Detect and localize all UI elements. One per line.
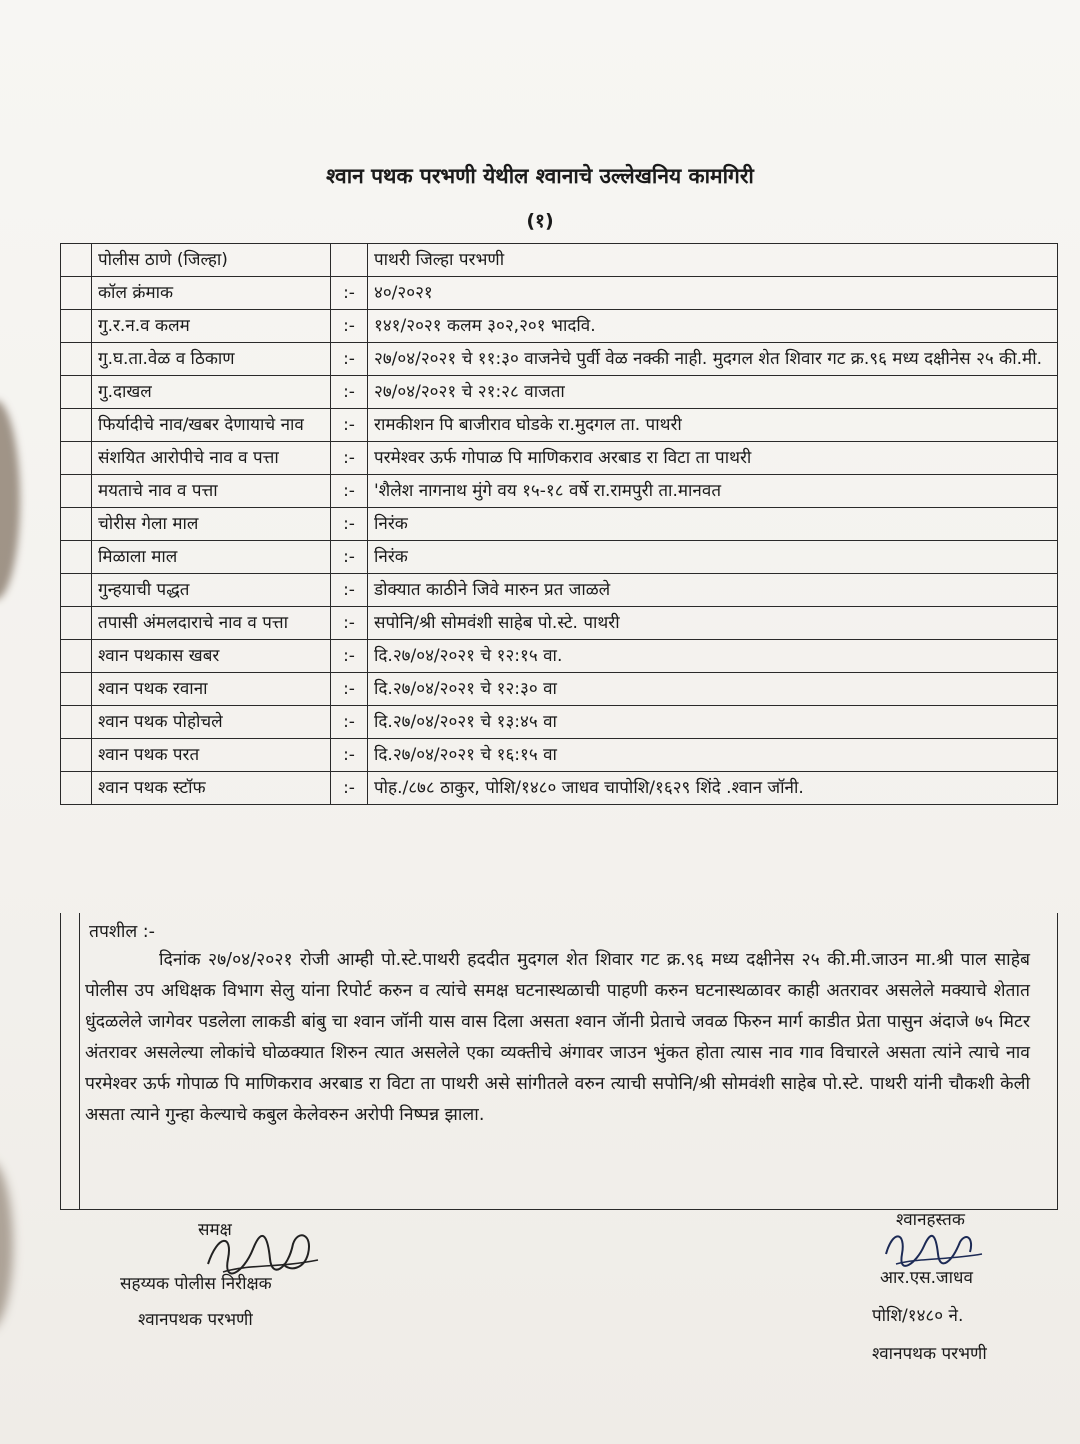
details-table bbox=[60, 243, 1058, 805]
row-value: २७/०४/२०२१ चे २१:२८ वाजता bbox=[368, 376, 1058, 409]
row-separator: :- bbox=[331, 376, 368, 409]
row-separator: :- bbox=[331, 541, 368, 574]
row-separator: :- bbox=[331, 607, 368, 640]
row-separator: :- bbox=[331, 673, 368, 706]
right-signature-block bbox=[872, 1208, 987, 1366]
row-value: दि.२७/०४/२०२१ चे १६:१५ वा bbox=[368, 739, 1058, 772]
narrative-box bbox=[60, 913, 1058, 1210]
signature-mark-left bbox=[198, 1224, 328, 1284]
table-row bbox=[61, 508, 1058, 541]
table-row bbox=[61, 739, 1058, 772]
row-margin-cell bbox=[61, 442, 92, 475]
row-label: गुन्हयाची पद्धत bbox=[92, 574, 331, 607]
row-value: परमेश्वर ऊर्फ गोपाळ पि माणिकराव अरबाड रा विटा ता पाथरी bbox=[368, 442, 1058, 475]
row-margin-cell bbox=[61, 574, 92, 607]
handler-badge: पोशि/१४८० ने. bbox=[872, 1306, 964, 1326]
row-margin-cell bbox=[61, 772, 92, 805]
row-label: श्वान पथक पोहोचले bbox=[92, 706, 331, 739]
row-label: श्वान पथक स्टॉफ bbox=[92, 772, 331, 805]
row-label: श्वान पथक परत bbox=[92, 739, 331, 772]
row-label: संशयित आरोपीचे नाव व पत्ता bbox=[92, 442, 331, 475]
table-row bbox=[61, 343, 1058, 376]
row-label: गु.र.न.व कलम bbox=[92, 310, 331, 343]
row-value: दि.२७/०४/२०२१ चे १३:४५ वा bbox=[368, 706, 1058, 739]
row-value: पाथरी जिल्हा परभणी bbox=[368, 244, 1058, 277]
row-separator: :- bbox=[331, 343, 368, 376]
narrative-body: दिनांक २७/०४/२०२१ रोजी आम्ही पो.स्टे.पाथरी हददीत मुदगल शेत शिवार गट क्र.९६ मध्य दक्षीनेस २५ की.मी.जाउन मा.श्री पाल साहेब पोलीस उप अधिक्षक विभाग सेलु यांना रिपोर्ट करुन व त्यांचे समक्ष घटनास्थळाची पाहणी करुन घटनास्थळावर काही अतरावर असलेले मक्याचे शेतात धुंदळलेले जागेवर पडलेला लाकडी बांबु चा श्वान जॉनी यास वास दिला असता श्वान जॅानी प्रेताचे जवळ फिरुन मार्ग काडीत प्रेता पासुन अंदाजे ७५ मिटर अंतरावर असलेल्या लोकांचे घोळक्यात शिरुन त्यात असलेले एका व्यक्तीचे अंगावर जाउन भुंकत होता त्यास नाव गाव विचारले असता त्यांने त्याचे नाव परमेश्वर ऊर्फ गोपाळ पि माणिकराव अरबाड रा विटा ता पाथरी असे सांगीतले वरुन त्याची सपोनि/श्री सोमवंशी साहेब पो.स्टे. पाथरी यांनी चौकशी केली असता त्याने गुन्हा केल्याचे कबुल केलेवरुन अरोपी निष्पन्न झाला. bbox=[85, 950, 1030, 1125]
row-label: कॉल क्रंमाक bbox=[92, 277, 331, 310]
table-row bbox=[61, 409, 1058, 442]
row-value: दि.२७/०४/२०२१ चे १२:१५ वा. bbox=[368, 640, 1058, 673]
row-margin-cell bbox=[61, 739, 92, 772]
narrative-heading: तपशील :- bbox=[89, 922, 155, 942]
row-value: निरंक bbox=[368, 541, 1058, 574]
row-value: सपोनि/श्री सोमवंशी साहेब पो.स्टे. पाथरी bbox=[368, 607, 1058, 640]
row-margin-cell bbox=[61, 244, 92, 277]
row-margin-cell bbox=[61, 706, 92, 739]
signature-mark-right bbox=[878, 1224, 988, 1274]
table-row bbox=[61, 244, 1058, 277]
row-label: मिळाला माल bbox=[92, 541, 331, 574]
row-label: चोरीस गेला माल bbox=[92, 508, 331, 541]
row-margin-cell bbox=[61, 343, 92, 376]
row-value: २७/०४/२०२१ चे ११:३० वाजनेचे पुर्वी वेळ नक्की नाही. मुदगल शेत शिवार गट क्र.९६ मध्य दक्षीनेस २५ की.मी. bbox=[368, 343, 1058, 376]
row-label: गु.घ.ता.वेळ व ठिकाण bbox=[92, 343, 331, 376]
row-margin-cell bbox=[61, 640, 92, 673]
table-row bbox=[61, 442, 1058, 475]
row-value: दि.२७/०४/२०२१ चे १२:३० वा bbox=[368, 673, 1058, 706]
table-row bbox=[61, 772, 1058, 805]
row-value: १४१/२०२१ कलम ३०२,२०१ भादवि. bbox=[368, 310, 1058, 343]
row-value: रामकीशन पि बाजीराव घोडके रा.मुदगल ता. पाथरी bbox=[368, 409, 1058, 442]
row-margin-cell bbox=[61, 508, 92, 541]
row-separator: :- bbox=[331, 310, 368, 343]
document-title: श्वान पथक परभणी येथील श्वानाचे उल्लेखनिय कामगिरी bbox=[326, 164, 754, 188]
handler-label: श्वानहस्तक bbox=[896, 1210, 965, 1230]
row-separator: :- bbox=[331, 409, 368, 442]
row-value: ४०/२०२१ bbox=[368, 277, 1058, 310]
table-row bbox=[61, 706, 1058, 739]
row-label: पोलीस ठाणे (जिल्हा) bbox=[92, 244, 331, 277]
row-margin-cell bbox=[61, 277, 92, 310]
row-value: डोक्यात काठीने जिवे मारुन प्रत जाळले bbox=[368, 574, 1058, 607]
row-label: गु.दाखल bbox=[92, 376, 331, 409]
row-margin-cell bbox=[61, 475, 92, 508]
table-row bbox=[61, 607, 1058, 640]
row-label: फिर्यादीचे नाव/खबर देणायाचे नाव bbox=[92, 409, 331, 442]
row-separator: :- bbox=[331, 640, 368, 673]
row-separator bbox=[331, 244, 368, 277]
row-margin-cell bbox=[61, 310, 92, 343]
row-margin-cell bbox=[61, 376, 92, 409]
left-signature-block bbox=[120, 1218, 272, 1332]
row-label: तपासी अंमलदाराचे नाव व पत्ता bbox=[92, 607, 331, 640]
witness-label: समक्ष bbox=[198, 1220, 232, 1240]
row-value: 'शैलेश नागनाथ मुंगे वय १५-१८ वर्षे रा.रामपुरी ता.मानवत bbox=[368, 475, 1058, 508]
table-row bbox=[61, 673, 1058, 706]
row-margin-cell bbox=[61, 607, 92, 640]
row-separator: :- bbox=[331, 706, 368, 739]
row-margin-cell bbox=[61, 409, 92, 442]
row-separator: :- bbox=[331, 772, 368, 805]
row-separator: :- bbox=[331, 442, 368, 475]
row-margin-cell bbox=[61, 541, 92, 574]
row-separator: :- bbox=[331, 739, 368, 772]
margin-rule bbox=[79, 913, 80, 1209]
table-row bbox=[61, 310, 1058, 343]
row-separator: :- bbox=[331, 277, 368, 310]
table-row bbox=[61, 574, 1058, 607]
row-label: मयताचे नाव व पत्ता bbox=[92, 475, 331, 508]
handler-name: आर.एस.जाधव bbox=[880, 1268, 973, 1288]
table-row bbox=[61, 277, 1058, 310]
document-number: (१) bbox=[526, 210, 554, 232]
signatory-title: सहय्यक पोलीस निरीक्षक bbox=[120, 1274, 272, 1294]
signatory-unit: श्वानपथक परभणी bbox=[138, 1310, 253, 1330]
row-label: श्वान पथकास खबर bbox=[92, 640, 331, 673]
table-row bbox=[61, 541, 1058, 574]
table-row bbox=[61, 475, 1058, 508]
row-separator: :- bbox=[331, 508, 368, 541]
row-value: निरंक bbox=[368, 508, 1058, 541]
row-separator: :- bbox=[331, 574, 368, 607]
row-margin-cell bbox=[61, 673, 92, 706]
table-row bbox=[61, 640, 1058, 673]
table-row bbox=[61, 376, 1058, 409]
handler-unit: श्वानपथक परभणी bbox=[872, 1344, 987, 1364]
row-value: पोह./८७८ ठाकुर, पोशि/१४८० जाधव चापोशि/१६२९ शिंदे .श्वान जॉनी. bbox=[368, 772, 1058, 805]
row-label: श्वान पथक रवाना bbox=[92, 673, 331, 706]
row-separator: :- bbox=[331, 475, 368, 508]
